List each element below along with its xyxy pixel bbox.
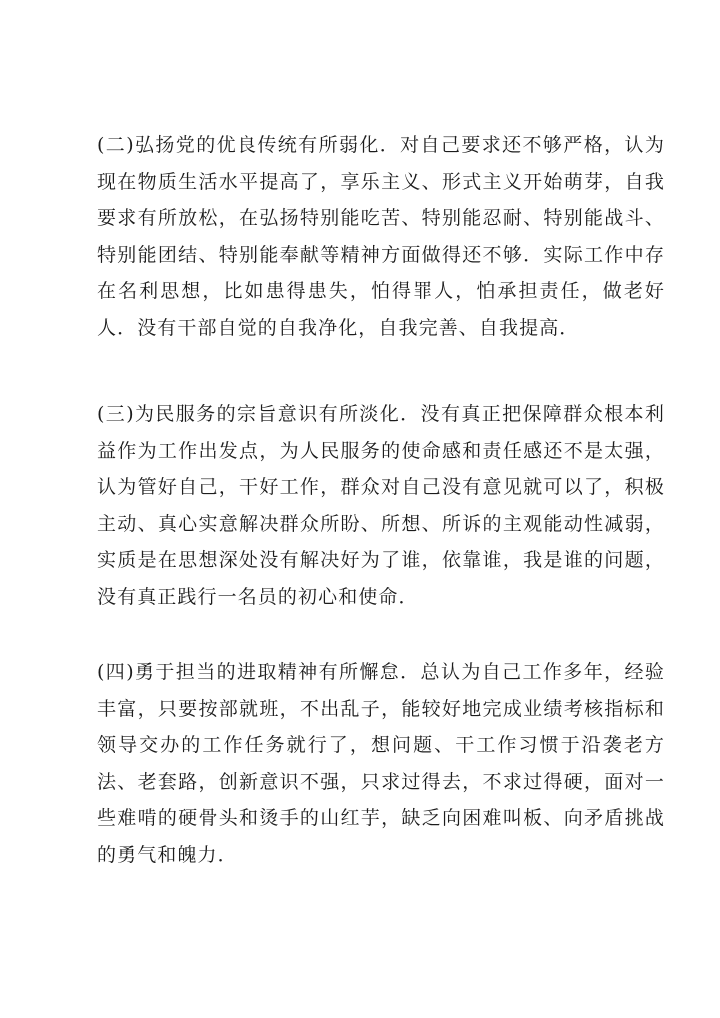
- paragraph-serve-people: (三)为民服务的宗旨意识有所淡化．没有真正把保障群众根本利益作为工作出发点，为人民服务的使命感和责任感还不是太强，认为管好自己，干好工作，群众对自己没有意见就可以了，积极主动、真心实意解决群众所盼、所想、所诉的主观能动性减弱，实质是在思想深处没有解决好为了谁，依靠谁，我是谁的问题，没有真正践行一名员的初心和使命．: [97, 403, 665, 608]
- paragraph-enterprising-spirit: (四)勇于担当的进取精神有所懈怠．总认为自己工作多年，经验丰富，只要按部就班，不出乱子，能较好地完成业绩考核指标和领导交办的工作任务就行了，想问题、干工作习惯于沿袭老方法、老套路，创新意识不强，只求过得去，不求过得硬，面对一些难啃的硬骨头和烫手的山红芋，缺乏向困难叫板、向矛盾挑战的勇气和魄力．: [97, 661, 665, 866]
- paragraph-party-tradition: (二)弘扬党的优良传统有所弱化．对自己要求还不够严格，认为现在物质生活水平提高了，享乐主义、形式主义开始萌芽，自我要求有所放松，在弘扬特别能吃苦、特别能忍耐、特别能战斗、特别能团结、特别能奉献等精神方面做得还不够．实际工作中存在名利思想，比如患得患失，怕得罪人，怕承担责任，做老好人．没有干部自觉的自我净化，自我完善、自我提高．: [97, 134, 665, 339]
